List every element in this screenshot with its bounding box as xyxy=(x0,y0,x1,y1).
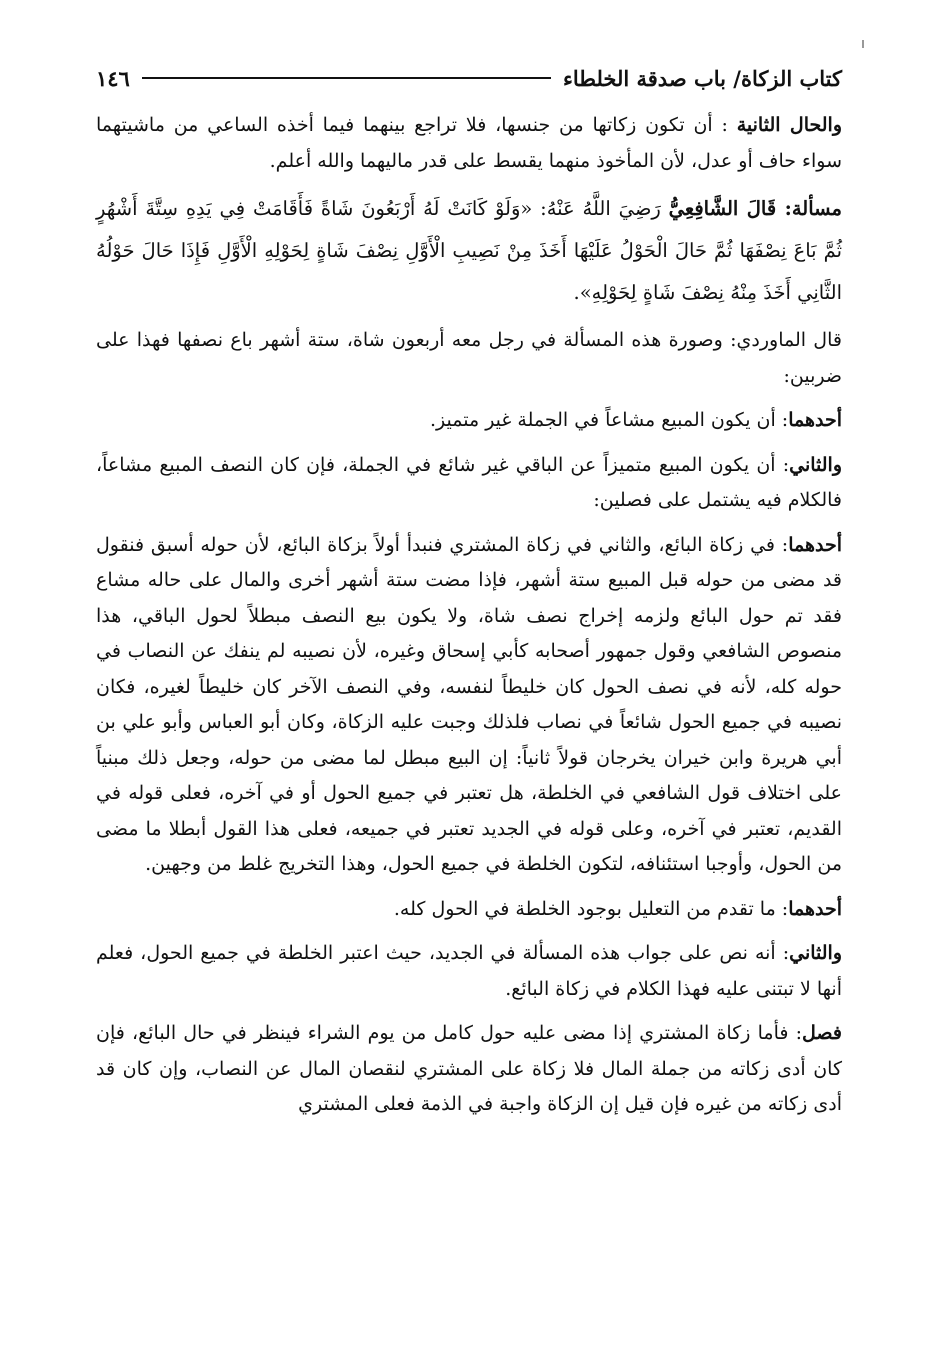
paragraph-lead: مسألة: قَالَ الشَّافِعِيُّ xyxy=(668,197,842,220)
paragraph-lead: والثاني xyxy=(789,942,842,964)
page-number: ١٤٦ xyxy=(96,65,130,91)
paragraph-text: : ما تقدم من التعليل بوجود الخلطة في الحول كله. xyxy=(393,897,789,920)
paragraph-lead: أحدهما xyxy=(788,533,842,556)
paragraph-text: : فأما زكاة المشتري إذا مضى عليه حول كامل من يوم الشراء فينظر في حال البائع، فإن كان أدى زكاته من جملة المال فلا زكاة على المشتري لنقصان المال عن النصاب، وإن كان قد أدى زكاته من غيره فإن قيل إن الزكاة واجبة في الذمة فعلى المشتري xyxy=(96,1022,842,1115)
paragraph xyxy=(96,892,842,928)
paragraph-text: قال الماوردي: وصورة هذه المسألة في رجل معه أربعون شاة، ستة أشهر باع نصفها فهذا على ضربين: xyxy=(96,329,842,387)
paragraph-lead: أحدهما xyxy=(788,409,842,431)
paragraph-text: رَضِيَ اللَّهُ عَنْهُ: «وَلَوْ كَانَتْ لَهُ أَرْبَعُونَ شَاةً فَأَقَامَتْ فِي يَدِهِ سِتَّةَ أَشْهُرٍ ثُمَّ بَاعَ نِصْفَهَا ثُمَّ حَالَ الْحَوْلُ عَلَيْهَا أَخَذَ مِنْ نَصِيبِ الْأَوَّلِ نِصْفَ شَاةٍ لِحَوْلِهِ الْأَوَّلِ فَإِذَا حَالَ حَوْلُهُ الثَّانِي أَخَذَ مِنْهُ نِصْفَ شَاةٍ لِحَوْلِهِ». xyxy=(96,197,842,304)
paragraph xyxy=(96,528,842,883)
paragraph-text: : أن يكون المبيع متميزاً عن الباقي غير شائع في الجملة، فإن كان النصف المبيع مشاعاً، فالكلام فيه يشتمل على فصلين: xyxy=(96,453,842,511)
running-title: كتاب الزكاة/ باب صدقة الخلطاء xyxy=(562,65,842,91)
paragraph-text: : أن يكون المبيع مشاعاً في الجملة غير متميز. xyxy=(430,409,789,431)
paragraph-lead: أحدهما xyxy=(788,897,842,920)
page-header xyxy=(96,58,842,98)
paragraph-lead: والثاني xyxy=(789,453,842,476)
paragraph xyxy=(96,936,842,1007)
paragraph xyxy=(96,403,842,439)
paragraph-text: : في زكاة البائع، والثاني في زكاة المشتري فنبدأ أولاً بزكاة البائع، لأن حوله أسبق فنقول قد مضى من حوله قبل المبيع ستة أشهر، فإذا مضت ستة أشهر أخرى والمال على حاله مشاع فقد تم حول البائع ولزمه إخراج نصف شاة، ولا يكون بيع النصف مبطلاً لحول الباقي، هذا منصوص الشافعي وقول جمهور أصحابه كأبي إسحاق وغيره، لأن نصيبه لم ينفك عن النصاب في حوله كله، لأنه في نصف الحول كان خليطاً لنفسه، وفي النصف الآخر كان خليطاً لغيره، فكان نصيبه في جميع الحول شائعاً في نصاب فلذلك وجبت عليه الزكاة، وكان أبو العباس وأبو علي بن أبي هريرة وابن خيران يخرجان قولاً ثانياً: إن البيع مبطل لما مضى من حوله، وجعل ذلك مبنياً على اختلاف قول الشافعي في الخلطة، هل تعتبر في جميع الحول أو في آخره، فعلى قوله في القديم، تعتبر في آخره، وعلى قوله في الجديد تعتبر في جميعه، فعلى هذا القول أبطلا ما مضى من الحول، وأوجبا استئنافه، لتكون الخلطة في جميع الحول، وهذا التخريج غلط من وجهين. xyxy=(96,533,842,875)
paragraph xyxy=(96,1016,842,1123)
paragraph xyxy=(96,323,842,394)
paragraph xyxy=(96,448,842,519)
paragraph-lead: فصل xyxy=(802,1022,842,1044)
body-text xyxy=(96,108,842,1123)
paragraph-text: : أن تكون زكاتها من جنسها، فلا تراجع بينهما فيما أخذه الساعي من ماشيتهما سواء حاف أو عدل، لأن المأخوذ منهما يقسط على قدر ماليهما والله أعلم. xyxy=(96,114,842,172)
paragraph-lead: والحال الثانية xyxy=(736,114,842,136)
scan-mark xyxy=(862,40,864,48)
paragraph-text: : أنه نص على جواب هذه المسألة في الجديد، حيث اعتبر الخلطة في جميع الحول، فعلم أنها لا تبتنى عليه فهذا الكلام في زكاة البائع. xyxy=(96,942,842,1000)
paragraph xyxy=(96,108,842,179)
header-rule xyxy=(142,77,551,79)
paragraph-masala xyxy=(96,188,842,314)
